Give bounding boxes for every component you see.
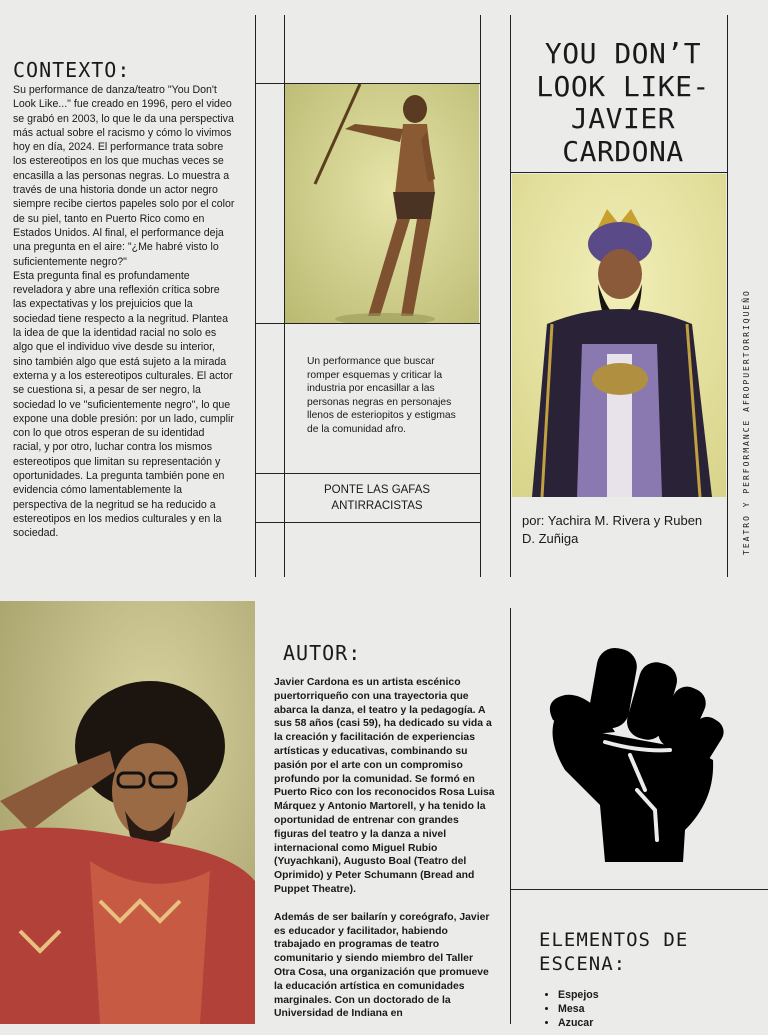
divider-v-1 — [255, 15, 256, 577]
contexto-body — [13, 83, 235, 541]
elementos-heading: ELEMENTOS DE ESCENA: — [539, 929, 689, 975]
byline: por: Yachira M. Rivera y Ruben D. Zuñiga — [522, 513, 703, 546]
dancer-photo — [285, 84, 479, 323]
slogan: PONTE LAS GAFAS ANTIRRACISTAS — [323, 484, 431, 512]
divider-v-4 — [510, 15, 511, 577]
vertical-label: TEATRO Y PERFORMANCE AFROPUERTORRIQUEÑO — [742, 289, 751, 555]
divider-h-5 — [511, 172, 727, 173]
divider-h-4 — [256, 522, 480, 523]
portrait-photo — [0, 601, 255, 1024]
autor-paragraph: Además de ser bailarín y coreógrafo, Javier es educador y facilitador, habiendo trabajado en programas de teatro comunitario y siendo miembro del Taller Otra Cosa, una organización que promueve la educación artística en comunidades marginales. Con un doctorado de la Universidad de Indiana en — [274, 911, 490, 1020]
contexto-paragraph: Su performance de danza/teatro "You Don't Look Like..." fue creado en 1996, pero el video se grabó en 2003, lo que le da una perspectiva más actual sobre el racismo y cómo lo vivimos hoy en día, 2024. El performance trata sobre los estereotipos en los que muchas veces se encasilla a las personas negras. Lo muestra a través de una historia donde un actor negro siempre recibe ciertos papeles solo por el color de su piel, tanto en Puerto Rico como en Estados Unidos. Al final, el performance deja una pregunta en el aire: "¿Me habré visto lo suficientemente negro?" — [13, 84, 235, 268]
divider-h-2 — [256, 323, 480, 324]
list-item: • Espejos — [558, 988, 599, 1002]
list-item: • Mesa — [558, 1002, 599, 1016]
divider-v-6 — [510, 608, 511, 1024]
autor-body — [274, 676, 496, 1035]
divider-v-3 — [480, 15, 481, 577]
performance-caption: Un performance que buscar romper esquemas y criticar la industria por encasillar a las personas negras en personajes llenos de esteriopitos y estigmas de la comunidad afro. — [307, 356, 456, 435]
main-title: YOU DON’T LOOK LIKE- JAVIER CARDONA — [536, 37, 710, 168]
contexto-paragraph: Esta pregunta final es profundamente reveladora y abre una reflexión crítica sobre las expectativas y los prejuicios que la sociedad tiene respecto a la negritud. Plantea la idea de que la identidad racial no solo es algo que el individuo vive desde su interior, sino también algo que está sujeto a la mirada externa y a los estereotipos culturales. El actor se cuestiona si, a pesar de ser negro, la sociedad lo ve "suficientemente negro", lo que expone una doble presión: por un lado, cumplir con lo que otros esperan de su identidad racial, y por otro, luchar contra los mismos estereotipos que limitan su representación y oportunidades. La pregunta también pone en evidencia cómo lamentablemente la perspectiva de la negritud se ha reducido a estereotipos en los medios culturales y en la sociedad. — [13, 269, 234, 540]
king-photo — [512, 174, 726, 497]
autor-paragraph: Javier Cardona es un artista escénico puertorriqueño con una trayectoria que abarca la danza, el teatro y la pedagogía. A sus 58 años (casi 59), ha dedicado su vida a la creación y facilitación de experiencias artísticas y educativas, combinando su pasión por el arte con un compromiso profundo por la comunidad. Se formó en Puerto Rico con los reconocidos Rosa Luisa Márquez y Antonio Martorell, y ha tenido la oportunidad de entrenar con grandes figuras del teatro y la danza a nivel internacional como Miguel Rubio (Yuyachkani), Augusto Boal (Teatro del Oprimido) y Peter Schumann (Bread and Puppet Theatre). — [274, 677, 495, 895]
contexto-heading: CONTEXTO: — [13, 58, 131, 82]
divider-h-6 — [511, 889, 768, 890]
raised-fist-icon — [545, 640, 727, 862]
autor-heading: AUTOR: — [283, 641, 362, 665]
divider-h-3 — [256, 473, 480, 474]
list-item: • Azucar — [558, 1016, 599, 1030]
